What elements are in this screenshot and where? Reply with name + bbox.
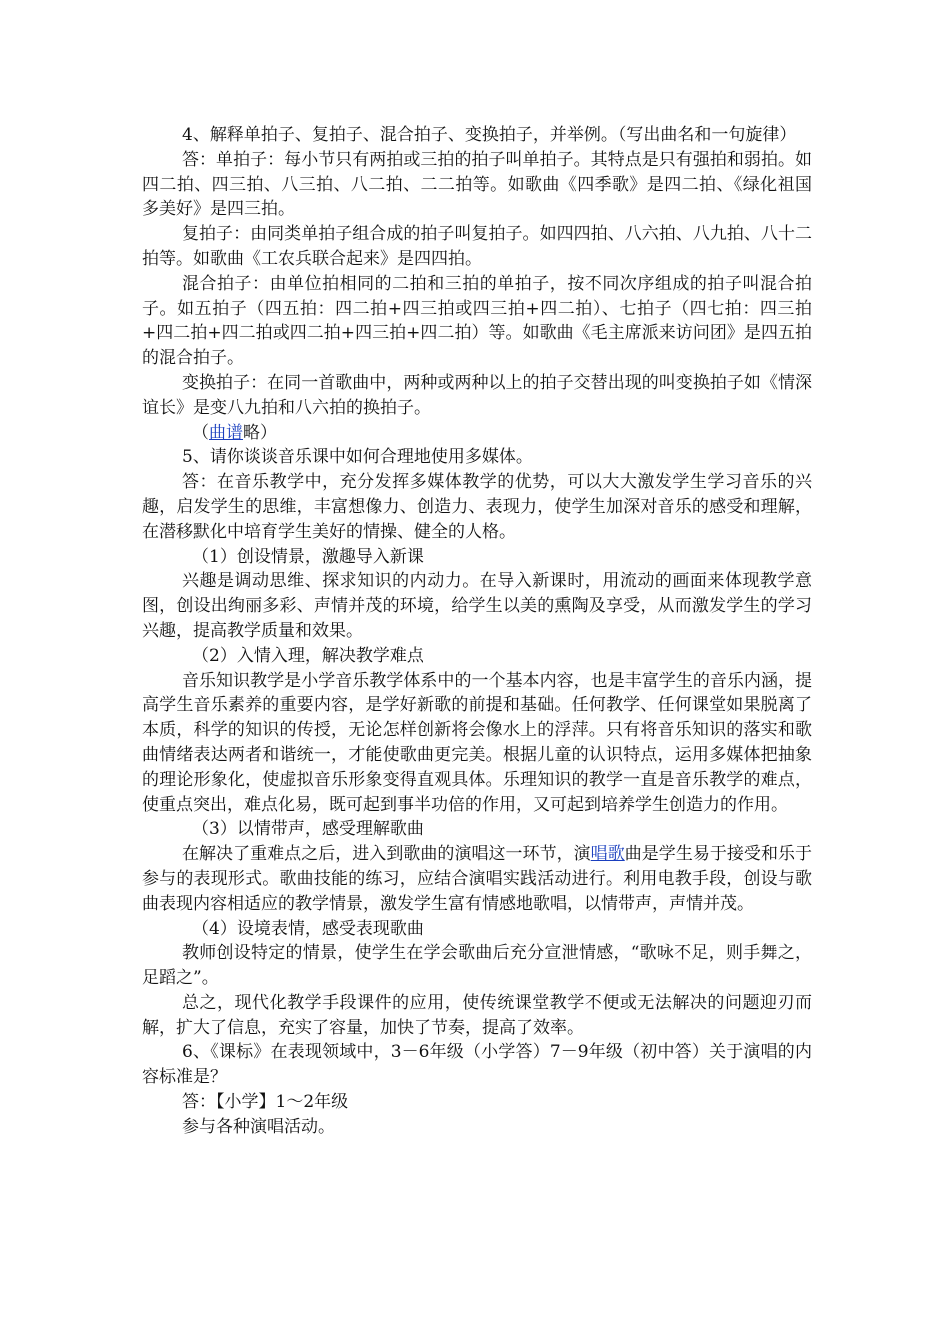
subheading-2: （2）入情入理，解决教学难点 — [192, 645, 424, 666]
answer-5-intro: 答：在音乐教学中，充分发挥多媒体教学的优势，可以大大激发学生学习音乐的兴趣，启发学生的思维，丰富想像力、创造力、表现力，使学生加深对音乐的感受和理解，在潜移默化中培育学生美好的情操、健全的人格。 — [142, 472, 812, 542]
score-link[interactable]: 曲谱 — [209, 422, 243, 443]
paragraph-4: 教师创设特定的情景，使学生在学会歌曲后充分宣泄情感，“歌咏不足，则手舞之，足蹈之”。 — [142, 943, 812, 989]
paragraph-2: 音乐知识教学是小学音乐教学体系中的一个基本内容，也是丰富学生的音乐内涵，提高学生音乐素养的重要内容，是学好新歌的前提和基础。任何教学、任何课堂如果脱离了本质，科学的知识的传授，无论怎样创新将会像水上的浮萍。只有将音乐知识的落实和歌曲情绪表达两者和谐统一，才能使歌曲更完美。根据儿童的认识特点，运用多媒体把抽象的理论形象化，使虚拟音乐形象变得直观具体。乐理知识的教学一直是音乐教学的难点，使重点突出，难点化易，既可起到事半功倍的作用，又可起到培养学生创造力的作用。 — [142, 670, 812, 815]
paragraph-3 — [142, 842, 812, 916]
singing-link[interactable]: 唱歌 — [590, 844, 625, 865]
question-6: 6、《课标》在表现领域中，3－6年级（小学答）7－9年级（初中答）关于演唱的内容标准是？ — [142, 1042, 812, 1088]
document-body — [142, 123, 812, 1140]
question-5: 5、请你谈谈音乐课中如何合理地使用多媒体。 — [182, 447, 533, 468]
subheading-3: （3）以情带声，感受理解歌曲 — [192, 819, 424, 840]
subheading-4: （4）设境表情，感受表现歌曲 — [192, 918, 424, 939]
subheading-1: （1）创设情景，激趣导入新课 — [192, 546, 424, 567]
answer-mixed-meter: 混合拍子：由单位拍相同的二拍和三拍的单拍子，按不同次序组成的拍子叫混合拍子。如五拍子（四五拍：四二拍+四三拍或四三拍+四二拍）、七拍子（四七拍：四三拍+四二拍+四二拍或四二拍+四三拍+四二拍）等。如歌曲《毛主席派来访问团》是四五拍的混合拍子。 — [142, 273, 812, 369]
answer-compound-meter: 复拍子：由同类单拍子组合成的拍子叫复拍子。如四四拍、八六拍、八九拍、八十二拍等。如歌曲《工农兵联合起来》是四四拍。 — [142, 224, 812, 269]
paragraph-3-before: 在解决了重难点之后，进入到歌曲的演唱这一环节，演 — [182, 844, 591, 865]
question-4: 4、解释单拍子、复拍子、混合拍子、变换拍子，并举例。（写出曲名和一句旋律） — [182, 125, 797, 145]
answer-changing-meter: 变换拍子：在同一首歌曲中，两种或两种以上的拍子交替出现的叫变换拍子如《情深谊长》是变八九拍和八六拍的换拍子。 — [142, 372, 812, 418]
score-omitted-note — [142, 421, 812, 446]
summary-paragraph: 总之，现代化教学手段课件的应用，使传统课堂教学不便或无法解决的问题迎刃而解，扩大了信息，充实了容量，加快了节奏，提高了效率。 — [142, 992, 812, 1038]
answer-6-head: 答：【小学】1～2年级 — [182, 1092, 349, 1113]
paragraph-1: 兴趣是调动思维、探求知识的内动力。在导入新课时，用流动的画面来体现教学意图，创设出绚丽多彩、声情并茂的环境，给学生以美的熏陶及享受，从而激发学生的学习兴趣，提高教学质量和效果。 — [142, 571, 812, 641]
answer-6-item-1: 参与各种演唱活动。 — [182, 1116, 335, 1137]
paragraph-3-after: 曲是学生易于接受和乐于参与的表现形式。歌曲技能的练习，应结合演唱实践活动进行。利用电教手段，创设与歌曲表现内容相适应的教学情景，激发学生富有情感地歌唱，以情带声，声情并茂。 — [142, 844, 813, 914]
score-note-open: （ — [192, 422, 209, 443]
answer-simple-meter: 答：单拍子：每小节只有两拍或三拍的拍子叫单拍子。其特点是只有强拍和弱拍。如四二拍、四三拍、八三拍、八二拍、二二拍等。如歌曲《四季歌》是四二拍、《绿化祖国多美好》是四三拍。 — [142, 149, 812, 220]
score-note-close: 略） — [243, 422, 277, 443]
